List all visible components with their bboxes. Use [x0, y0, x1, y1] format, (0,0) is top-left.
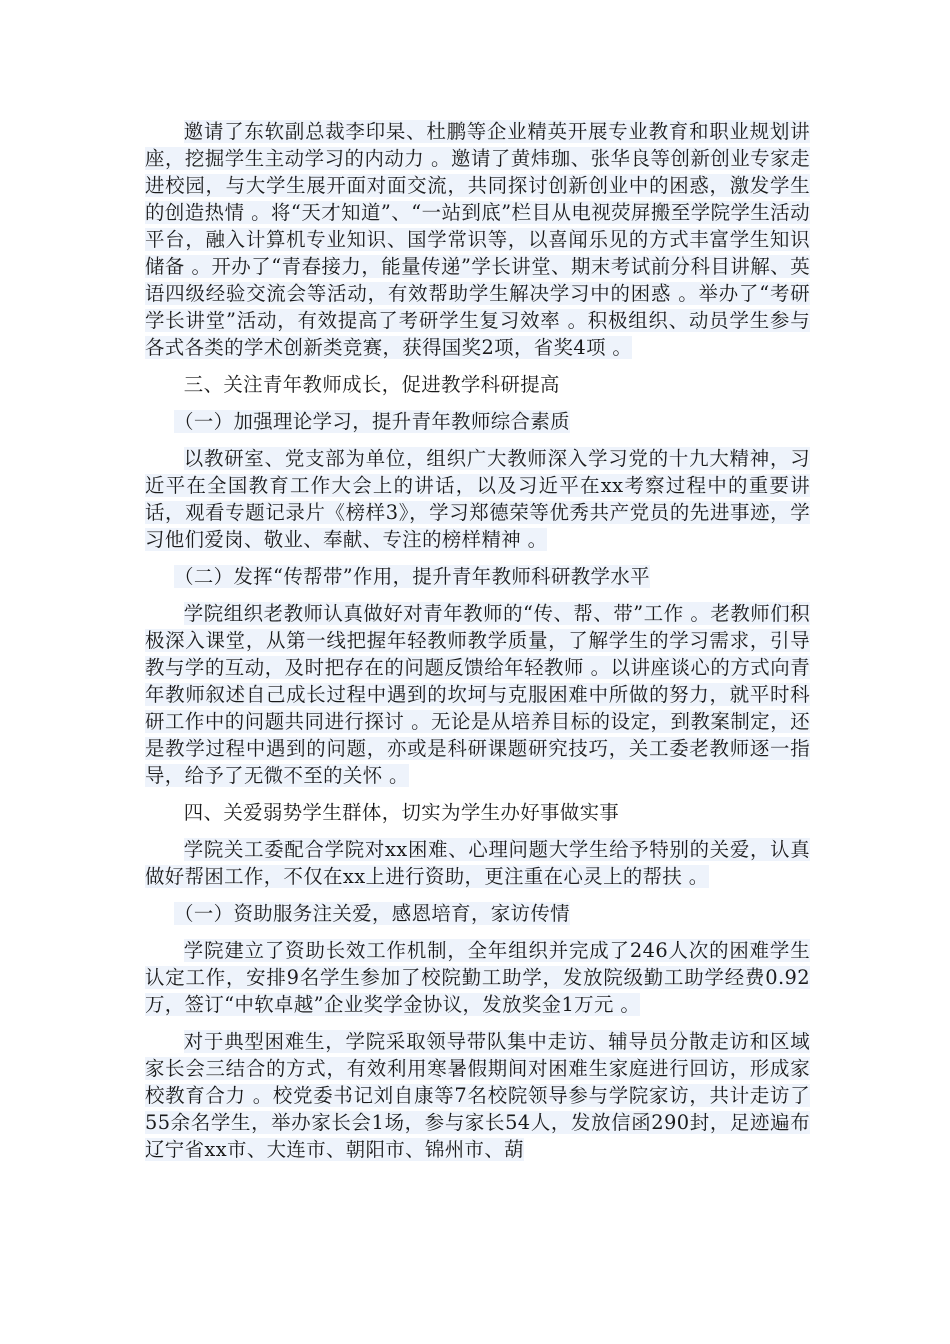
paragraph-1-text: 邀请了东软副总裁李印杲、杜鹏等企业精英开展专业教育和职业规划讲座，挖掘学生主动学习的内动力 。邀请了黄炜珈、张华良等创新创业专家走进校园，与大学生展开面对面交流，共同探讨创新创业中的困惑，激发学生的创造热情 。将“天才知道”、“一站到底”栏目从电视荧屏搬至学院学生活动平台，融入计算机专业知识、国学常识等，以喜闻乐见的方式丰富学生知识储备 。开办了“青春接力，能量传递”学长讲堂、期末考试前分科目讲解、英语四级经验交流会等活动，有效帮助学生解决学习中的困惑 。举办了“考研学长讲堂”活动，有效提高了考研学生复习效率 。积极组织、动员学生参与各式各类的学术创新类竞赛，获得国奖2项，省奖4项 。 [145, 120, 810, 359]
paragraph-5 [145, 937, 810, 1018]
document-body [145, 118, 810, 1173]
paragraph-3-text: 学院组织老教师认真做好对青年教师的“传、帮、带”工作 。老教师们积极深入课堂，从第一线把握年轻教师教学质量，了解学生的学习需求，引导教与学的互动，及时把存在的问题反馈给年轻教师 。以讲座谈心的方式向青年教师叙述自己成长过程中遇到的坎坷与克服困难中所做的努力，就平时科研工作中的问题共同进行探讨 。无论是从培养目标的设定，到教案制定，还是教学过程中遇到的问题，亦或是科研课题研究技巧，关工委老教师逐一指导，给予了无微不至的关怀 。 [145, 602, 810, 787]
paragraph-2 [145, 445, 810, 553]
subsection-heading-4-1 [145, 900, 810, 927]
paragraph-3 [145, 600, 810, 789]
section-heading-4 [145, 799, 810, 826]
paragraph-4 [145, 836, 810, 890]
paragraph-4-text: 学院关工委配合学院对xx困难、心理问题大学生给予特别的关爱，认真做好帮困工作，不仅在xx上进行资助，更注重在心灵上的帮扶 。 [145, 838, 810, 888]
section-heading-3-text: 三、关注青年教师成长，促进教学科研提高 [183, 373, 560, 396]
subsection-heading-3-2 [145, 563, 810, 590]
subsection-heading-3-2-text: （二）发挥“传帮带”作用，提升青年教师科研教学水平 [174, 565, 650, 588]
subsection-heading-4-1-text: （一）资助服务注关爱，感恩培育，家访传情 [174, 902, 570, 925]
section-heading-3 [145, 371, 810, 398]
subsection-heading-3-1 [145, 408, 810, 435]
subsection-heading-3-1-text: （一）加强理论学习，提升青年教师综合素质 [174, 410, 570, 433]
paragraph-1 [145, 118, 810, 361]
section-heading-4-text: 四、关爱弱势学生群体，切实为学生办好事做实事 [183, 801, 620, 824]
paragraph-5-text: 学院建立了资助长效工作机制，全年组织并完成了246人次的困难学生认定工作，安排9名学生参加了校院勤工助学，发放院级勤工助学经费0.92万，签订“中软卓越”企业奖学金协议，发放奖金1万元 。 [145, 939, 810, 1016]
paragraph-2-text: 以教研室、党支部为单位，组织广大教师深入学习党的十九大精神，习近平在全国教育工作大会上的讲话，以及习近平在xx考察过程中的重要讲话，观看专题记录片《榜样3》，学习郑德荣等优秀共产党员的先进事迹，学习他们爱岗、敬业、奉献、专注的榜样精神 。 [145, 447, 810, 551]
paragraph-6 [145, 1028, 810, 1163]
paragraph-6-text: 对于典型困难生，学院采取领导带队集中走访、辅导员分散走访和区域家长会三结合的方式，有效利用寒暑假期间对困难生家庭进行回访，形成家校教育合力 。校党委书记刘自康等7名校院领导参与学院家访，共计走访了55余名学生，举办家长会1场，参与家长54人，发放信函290封，足迹遍布辽宁省xx市、大连市、朝阳市、锦州市、葫 [145, 1030, 810, 1161]
